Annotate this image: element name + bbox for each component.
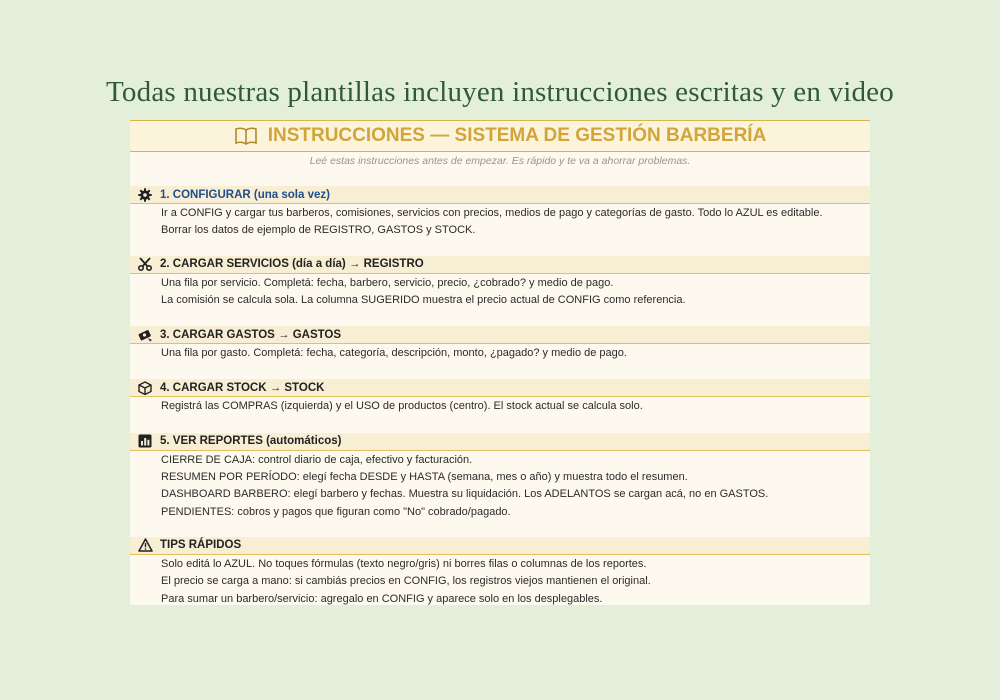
section-title: 4. CARGAR STOCK → STOCK <box>160 381 325 394</box>
instruction-line: DASHBOARD BARBERO: elegí barbero y fechas. Muestra su liquidación. Los ADELANTOS se cargan acá, no en GASTOS. <box>161 488 769 501</box>
instruction-line: Una fila por servicio. Completá: fecha, barbero, servicio, precio, ¿cobrado? y medio de pago. <box>161 276 614 289</box>
sheet-title: INSTRUCCIONES — SISTEMA DE GESTIÓN BARBERÍA <box>267 125 767 146</box>
instruction-line: Para sumar un barbero/servicio: agregalo en CONFIG y aparece solo en los desplegables. <box>161 592 603 605</box>
instruction-line: El precio se carga a mano: si cambiás precios en CONFIG, los registros viejos mantienen el original. <box>161 575 651 588</box>
section-cargar-gastos <box>130 326 870 362</box>
instruction-line: La comisión se calcula sola. La columna SUGERIDO muestra el precio actual de CONFIG como referencia. <box>161 293 686 306</box>
section-ver-reportes <box>130 433 870 521</box>
section-title: TIPS RÁPIDOS <box>160 539 242 552</box>
section-cargar-servicios <box>130 256 870 310</box>
instruction-line: Una fila por gasto. Completá: fecha, categoría, descripción, monto, ¿pagado? y medio de pago. <box>161 347 627 360</box>
instruction-line: Ir a CONFIG y cargar tus barberos, comisiones, servicios con precios, medios de pago y categorías de gasto. Todo lo AZUL es editable. <box>161 207 823 219</box>
section-heading <box>130 379 870 397</box>
section-cargar-stock <box>130 379 870 415</box>
section-title: 5. VER REPORTES (automáticos) <box>160 435 342 448</box>
section-heading <box>130 326 870 344</box>
section-heading <box>130 256 870 274</box>
scissors-icon <box>138 257 154 271</box>
sheet-title-row <box>130 120 870 152</box>
section-title: 2. CARGAR SERVICIOS (día a día) → REGISTRO <box>160 258 424 271</box>
warning-icon <box>138 538 154 552</box>
section-heading <box>130 186 870 204</box>
headline: Todas nuestras plantillas incluyen instrucciones escritas y en video <box>106 76 894 108</box>
instruction-line: PENDIENTES: cobros y pagos que figuran como "No" cobrado/pagado. <box>161 505 511 518</box>
section-title: 1. CONFIGURAR (una sola vez) <box>160 188 330 201</box>
instruction-line: Borrar los datos de ejemplo de REGISTRO, GASTOS y STOCK. <box>161 224 476 237</box>
instruction-line: RESUMEN POR PERÍODO: elegí fecha DESDE y HASTA (semana, mes o año) y muestra todo el resumen. <box>161 471 688 484</box>
section-tips <box>130 537 870 605</box>
sheet-subtitle: Leé estas instrucciones antes de empezar. Es rápido y te va a ahorrar problemas. <box>309 155 691 167</box>
instruction-line: Registrá las COMPRAS (izquierda) y el USO de productos (centro). El stock actual se calcula solo. <box>161 400 643 413</box>
section-configurar <box>130 186 870 240</box>
box-icon <box>138 381 154 395</box>
instruction-line: Solo editá lo AZUL. No toques fórmulas (texto negro/gris) ni borres filas o columnas de los reportes. <box>161 557 647 570</box>
section-heading <box>130 433 870 451</box>
book-icon <box>234 127 258 145</box>
section-title: 3. CARGAR GASTOS → GASTOS <box>160 328 342 341</box>
money-icon <box>138 328 154 342</box>
gear-icon <box>138 188 154 202</box>
instruction-line: CIERRE DE CAJA: control diario de caja, efectivo y facturación. <box>161 453 473 466</box>
instructions-sheet <box>130 120 870 605</box>
section-heading <box>130 537 870 555</box>
chart-icon <box>138 434 154 448</box>
